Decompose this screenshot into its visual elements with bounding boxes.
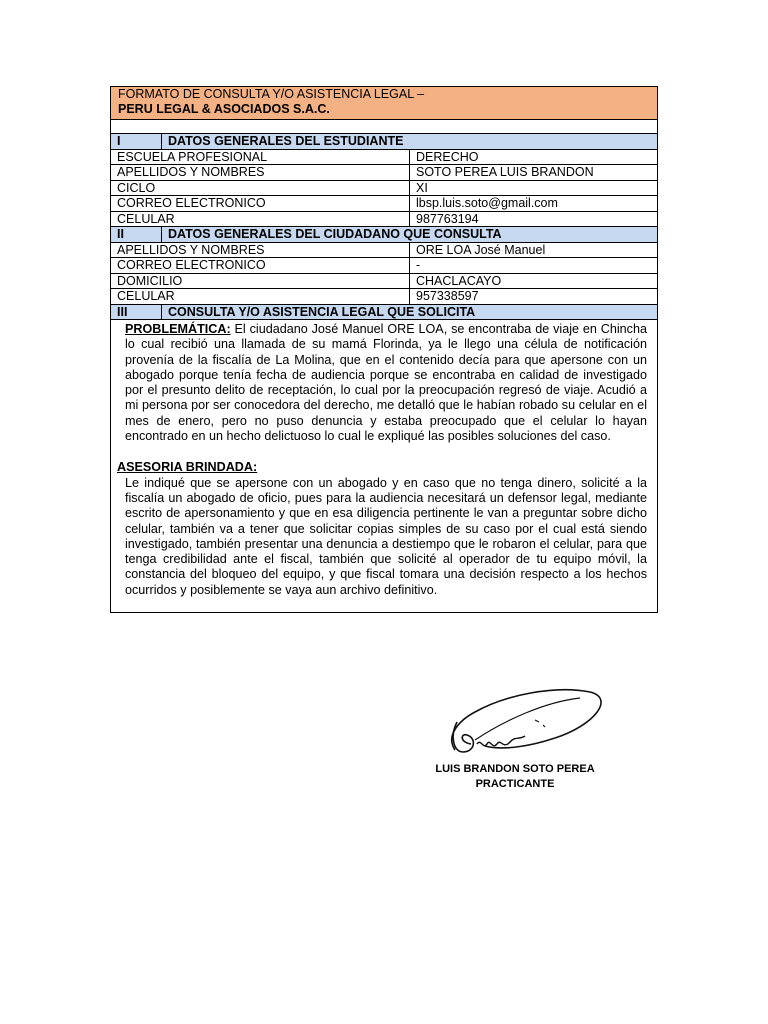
row-label: ESCUELA PROFESIONAL (111, 149, 410, 165)
row-value: DERECHO (410, 149, 658, 165)
row-label: APELLIDOS Y NOMBRES (111, 242, 410, 258)
table-row (111, 258, 658, 274)
table-row (111, 242, 658, 258)
row-value: SOTO PEREA LUIS BRANDON (410, 165, 658, 181)
signer-name: LUIS BRANDON SOTO PEREA (435, 763, 595, 775)
row-label: CICLO (111, 180, 410, 196)
handwritten-signature (415, 680, 615, 760)
section-1-header (111, 134, 658, 150)
section-number: III (111, 304, 162, 320)
row-label: DOMICILIO (111, 273, 410, 289)
consultation-form (110, 86, 658, 613)
asesoria-text: Le indiqué que se apersone con un abogado y en caso que no tenga dinero, solicité a la fiscalía un abogado de oficio, pues para la audiencia necesitará un defensor legal, mediante escrito de apersonamiento y que en esa diligencia pertinente le van a preguntar sobre dicho celular, también va a tener que solicitar copias simples de su caso por el cual está siendo investigado, también presentar una denuncia a destiempo que le robaron el celular, para que tenga credibilidad ante el fiscal, también que solicité al operador de tu equipo móvil, la constancia del bloqueo del equipo, y que fiscal tomara una decisión respecto a los hechos ocurridos y posiblemente se vaya aun archivo definitivo. (125, 475, 647, 597)
problematica-paragraph (125, 322, 647, 444)
section-3-header (111, 304, 658, 320)
data-table (110, 133, 658, 320)
form-title: FORMATO DE CONSULTA Y/O ASISTENCIA LEGAL – (118, 87, 425, 101)
row-value: ORE LOA José Manuel (410, 242, 658, 258)
table-row (111, 211, 658, 227)
row-label: CELULAR (111, 289, 410, 305)
row-label: CORREO ELECTRONICO (111, 258, 410, 274)
section-number: II (111, 227, 162, 243)
row-label: APELLIDOS Y NOMBRES (111, 165, 410, 181)
row-value: lbsp.luis.soto@gmail.com (410, 196, 658, 212)
row-value: 957338597 (410, 289, 658, 305)
signer-role: PRACTICANTE (475, 778, 555, 790)
table-row (111, 289, 658, 305)
table-row (111, 149, 658, 165)
form-header (110, 86, 658, 120)
row-value: 987763194 (410, 211, 658, 227)
row-value: XI (410, 180, 658, 196)
section-2-header (111, 227, 658, 243)
table-row (111, 165, 658, 181)
section-title: DATOS GENERALES DEL ESTUDIANTE (162, 134, 658, 150)
row-value: CHACLACAYO (410, 273, 658, 289)
asesoria-label: ASESORIA BRINDADA: (117, 460, 258, 475)
row-label: CELULAR (111, 211, 410, 227)
row-label: CORREO ELECTRONICO (111, 196, 410, 212)
table-row (111, 273, 658, 289)
firm-name: PERU LEGAL & ASOCIADOS S.A.C. (118, 102, 330, 116)
signature-block (390, 762, 640, 792)
table-row (111, 180, 658, 196)
section-title: DATOS GENERALES DEL CIUDADANO QUE CONSULTA (162, 227, 658, 243)
consultation-body (110, 320, 658, 613)
table-row (111, 196, 658, 212)
problematica-text: El ciudadano José Manuel ORE LOA, se encontraba de viaje en Chincha lo cual recibió una llamada de su mamá Florinda, ya le llego una célula de notificación provenía de la fiscalía de La Molina, que en el contenido decía para que apersone con un abogado porque tenía fecha de audiencia porque se encontraba en calidad de investigado por el presunto delito de receptación, lo cual por la preocupación regresó de viaje. Acudió a mi persona por ser conocedora del derecho, me detalló que le habían robado su celular en el mes de enero, pero no puso denuncia y estaba preocupado que el celular lo hayan encontrado en un hecho delictuoso lo cual le expliqué las posibles soluciones del caso. (125, 322, 647, 444)
section-number: I (111, 134, 162, 150)
section-title: CONSULTA Y/O ASISTENCIA LEGAL QUE SOLICITA (162, 304, 658, 320)
row-value: - (410, 258, 658, 274)
problematica-label: PROBLEMÁTICA: (125, 322, 231, 336)
header-spacer (110, 120, 658, 133)
